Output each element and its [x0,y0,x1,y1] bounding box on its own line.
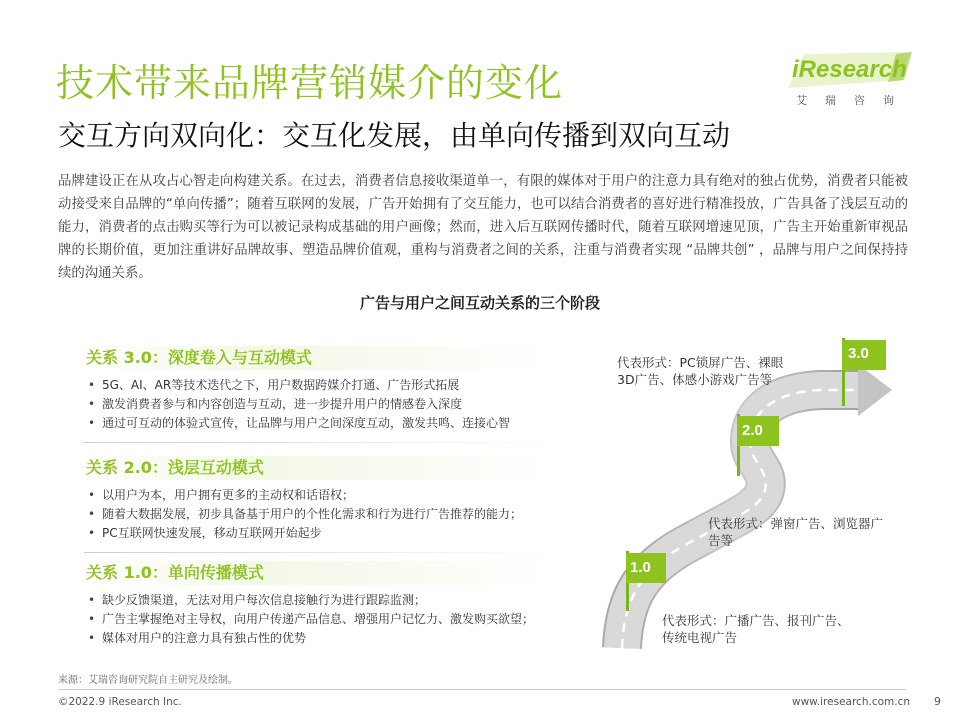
website-link[interactable]: www.iresearch.com.cn [792,696,911,708]
bullet-icon: • [88,507,96,521]
flag-label: 3.0 [848,345,869,362]
bullet-icon: • [88,631,96,645]
stage-bullets [80,591,600,648]
list-item: • 以用户为本，用户拥有更多的主动权和话语权； [80,486,600,505]
bullet-icon: • [88,526,96,540]
iresearch-logo [784,50,916,112]
list-item: • PC互联网快速发展，移动互联网开始起步 [80,524,600,543]
intro-paragraph: 品牌建设正在从攻占心智走向构建关系。在过去，消费者信息接收渠道单一，有限的媒体对于用户的注意力具有绝对的独占优势，消费者只能被动接受来自品牌的“单向传播”；随着互联网的发展，广告开始拥有了交互能力，也可以结合消费者的喜好进行精准投放，广告具备了浅层互动的能力，消费者的点击购买等行为可以被记录构成基础的用户画像；然而，进入后互联网传播时代，随着互联网增速见顶，广告主开始重新审视品牌的长期价值，更加注重讲好品牌故事、塑造品牌价值观，重构与消费者之间的关系，注重与消费者实现 “品牌共创” ，品牌与用户之间保持持续的沟通关系。 [58,174,908,281]
stage-bullets [80,486,600,543]
bullet-icon: • [88,397,96,411]
page-title: 技术带来品牌营销媒介的变化 [56,61,564,105]
flag-label: 2.0 [742,422,763,439]
copyright: ©2022.9 iResearch Inc. [58,696,182,708]
bullet-icon: • [88,378,96,392]
list-item: • 通过可互动的体验式宣传，让品牌与用户之间深度互动，激发共鸣、连接心智 [80,414,600,433]
stage-bullets [80,376,600,433]
list-item: • 5G、AI、AR等技术迭代之下，用户数据跨媒介打通、广告形式拓展 [80,376,600,395]
stage-heading: 关系 2.0：浅层互动模式 [80,456,600,480]
flag-3 [840,338,890,408]
diagram-title: 广告与用户之间互动关系的三个阶段 [359,294,600,312]
bullet-icon: • [88,488,96,502]
page-subtitle: 交互方向双向化：交互化发展，由单向传播到双向互动 [58,119,731,152]
stage-heading: 关系 1.0：单向传播模式 [80,561,600,585]
bullet-icon: • [88,612,96,626]
divider [84,442,560,443]
divider [84,552,560,553]
list-item: • 广告主掌握绝对主导权，向用户传递产品信息、增强用户记忆力、激发购买欲望； [80,610,600,629]
list-item: • 缺少反馈渠道，无法对用户每次信息接触行为进行跟踪监测； [80,591,600,610]
stage-heading: 关系 3.0：深度卷入与互动模式 [80,346,600,370]
bullet-icon: • [88,593,96,607]
list-item: • 随着大数据发展，初步具备基于用户的个性化需求和行为进行广告推荐的能力； [80,505,600,524]
stage-1-block [80,561,600,648]
representative-forms-2: 代表形式：弹窗广告、浏览器广 告等 [708,516,884,548]
stage-3-block [80,346,600,433]
flag-2 [735,414,785,484]
footer-divider [58,689,906,690]
flag-1 [624,551,674,621]
list-item: • 激发消费者参与和内容创造与互动，进一步提升用户的情感卷入深度 [80,395,600,414]
stage-2-block [80,456,600,543]
source-note: 来源：艾瑞咨询研究院自主研究及绘制。 [58,675,238,686]
bullet-icon: • [88,416,96,430]
logo-chinese: 艾瑞咨询 [796,94,912,107]
flag-label: 1.0 [630,559,651,576]
page-number: 9 [934,695,941,708]
list-item: • 媒体对用户的注意力具有独占性的优势 [80,629,600,648]
representative-forms-1: 代表形式：广播广告、报刊广告、 传统电视广告 [662,613,850,645]
representative-forms-3: 代表形式：PC锁屏广告、裸眼 3D广告、体感小游戏广告等 [617,355,784,387]
logo-wordmark: iResearch [792,56,907,83]
